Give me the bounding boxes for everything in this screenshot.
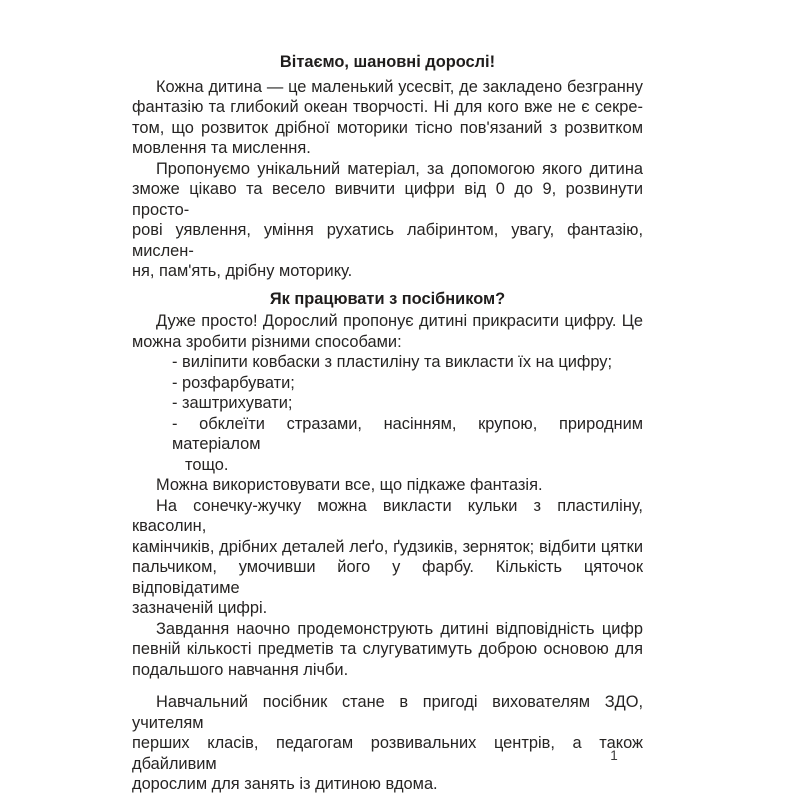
paragraph-line: ня, пам'ять, дрібну моторику. [132, 262, 353, 280]
paragraph-line: подальшого навчання лічби. [132, 660, 349, 679]
section-heading: Як працювати з посібником? [269, 289, 506, 308]
list-item-line: тощо. [185, 455, 229, 474]
paragraph-line: пальчиком, умочивши його у фарбу. Кількість цяточок відповідатиме [132, 558, 643, 597]
paragraph-line: перших класів, педагогам розвивальних центрів, а також дбайливим [132, 734, 643, 773]
paragraph-line: Кожна дитина — це маленький усесвіт, де закладено безгранну [156, 77, 643, 96]
paragraph-line: фантазію та глибокий океан творчості. Ні для кого вже не є секре- [132, 98, 643, 116]
paragraph-line: Можна використовувати все, що підкаже фантазія. [156, 476, 543, 494]
paragraph-line: Завдання наочно продемонструють дитині відповідність цифр [156, 619, 643, 638]
paragraph-line: Пропонуємо унікальний матеріал, за допомогою якого дитина [156, 159, 643, 178]
paragraph-line: можна зробити різними способами: [132, 332, 402, 351]
page-title: Вітаємо, шановні дорослі! [279, 53, 496, 71]
list-item-line: - заштрихувати; [172, 394, 293, 412]
list-item-line: - обклеїти стразами, насінням, крупою, природним матеріалом [172, 414, 643, 453]
paragraph-line: певній кількості предметів та слугуватимуть доброю основою для [132, 640, 643, 658]
text-column [132, 52, 643, 795]
paragraph-line: рові уявлення, уміння рухатись лабіринтом, увагу, фантазію, мислен- [132, 221, 643, 260]
paragraph-line: Навчальний посібник стане в пригоді вихователям ЗДО, учителям [132, 693, 643, 732]
paragraph-line: На сонечку-жучку можна викласти кульки з пластиліну, квасолин, [132, 496, 643, 535]
paragraph-line: камінчиків, дрібних деталей леґо, ґудзиків, зерняток; відбити цятки [132, 537, 643, 556]
list-item-line: - виліпити ковбаски з пластиліну та викласти їх на цифру; [172, 353, 613, 371]
paragraph-line: том, що розвиток дрібної моторики тісно пов'язаний з розвитком [132, 118, 643, 137]
paragraph-line: мовлення та мислення. [132, 139, 311, 157]
paragraph-line: Дуже просто! Дорослий пропонує дитині прикрасити цифру. Це [156, 312, 643, 330]
paragraph-line: зможе цікаво та весело вивчити цифри від 0 до 9, розвинути просто- [132, 180, 643, 219]
list-item-line: - розфарбувати; [172, 373, 295, 392]
paragraph-line: дорослим для занять із дитиною вдома. [132, 775, 438, 793]
paragraph-line: зазначеній цифрі. [132, 599, 268, 617]
page-number: 1 [610, 748, 618, 763]
